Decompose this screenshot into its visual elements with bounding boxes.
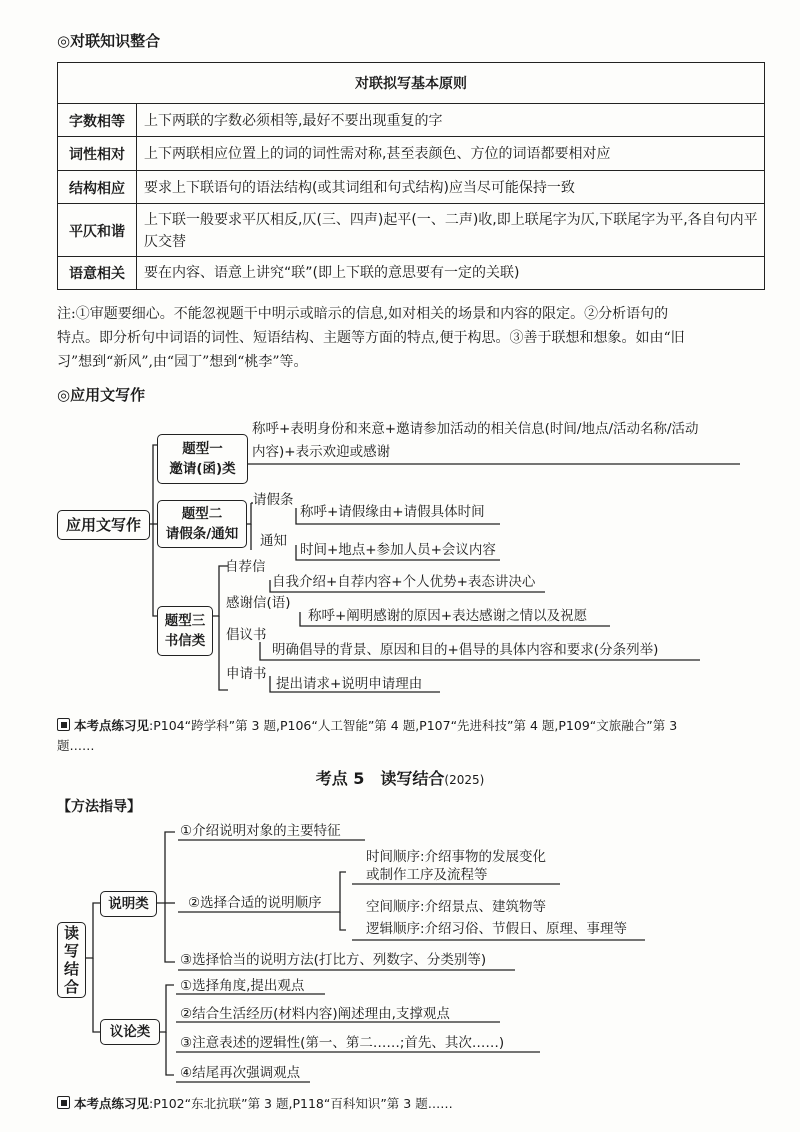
practice-icon: [57, 718, 70, 731]
root-label: 读写结合: [64, 924, 80, 996]
connector-line: [93, 958, 100, 1032]
propose-text: 明确倡导的背景、原因和目的+倡导的具体内容和要求(分条列举): [272, 642, 659, 658]
kaodian-title: [0, 766, 800, 789]
notice-label: 通知: [260, 533, 287, 549]
method-heading: 【方法指导】: [57, 799, 141, 815]
connector-line: [160, 985, 174, 1032]
order-text: 逻辑顺序:介绍习俗、节假日、原理、事理等: [366, 921, 628, 937]
note-line: 注:①审题要细心。不能忽视题干中明示或暗示的信息,如对相关的场景和内容的限定。②分析语句的: [57, 306, 669, 322]
argue-item: ④结尾再次强调观点: [180, 1065, 301, 1081]
connector-line: [165, 903, 175, 962]
row-label: 平仄和谐: [58, 204, 137, 257]
type-name: 题型二: [181, 506, 223, 522]
type-name: 题型一: [182, 441, 223, 457]
row-text: 上下联一般要求平仄相反,仄(三、四声)起平(一、二声)收,即上联尾字为仄,下联尾字为平,各自句内平仄交替: [144, 211, 758, 250]
row-label: 结构相应: [58, 171, 137, 204]
type3-box: [157, 606, 213, 656]
type-name: 题型三: [164, 613, 206, 629]
type-sub: 请假条/通知: [165, 526, 239, 542]
explain-item: ①介绍说明对象的主要特征: [180, 823, 341, 839]
leave-text: 称呼+请假缘由+请假具体时间: [300, 504, 485, 520]
order-text: 时间顺序:介绍事物的发展变化: [366, 849, 547, 865]
argue-box: [100, 1019, 160, 1045]
root-label: 应用文写作: [65, 516, 141, 534]
connector-line: [335, 872, 346, 912]
practice-bold: 本考点练习见: [74, 718, 150, 733]
thanks-label: 感谢信(语): [226, 595, 291, 611]
argue-item: ③注意表述的逻辑性(第一、第二……;首先、其次……): [180, 1035, 505, 1051]
apply-label: 申请书: [226, 666, 267, 682]
explain-item: ③选择恰当的说明方法(打比方、列数字、分类别等): [180, 952, 487, 968]
practice-note-1: [57, 716, 677, 756]
practice-text: 题……: [57, 738, 95, 753]
row-label: 词性相对: [58, 137, 137, 171]
section-title-couplet: ◎对联知识整合: [57, 32, 161, 50]
applied-root-box: [57, 510, 150, 540]
note-line: 习”想到“新风”,由“园丁”想到“桃李”等。: [57, 354, 308, 370]
kaodian-title-text: 考点 5 读写结合: [315, 769, 445, 788]
section-title-applied: ◎应用文写作: [57, 386, 146, 404]
row-text: 上下两联的字数必须相等,最好不要出现重复的字: [144, 112, 443, 129]
connector-line: [166, 1032, 174, 1075]
argue-item: ①选择角度,提出观点: [180, 978, 305, 994]
propose-label: 倡议书: [226, 627, 267, 643]
practice-text: :P104“跨学科”第 3 题,P106“人工智能”第 4 题,P107“先进科技”第 4 题,P109“文旅融合”第 3: [149, 718, 678, 733]
leave-label: 请假条: [253, 492, 294, 508]
connector-line: [86, 903, 100, 958]
order-text: 空间顺序:介绍景点、建筑物等: [366, 899, 547, 915]
practice-note-2: [57, 1094, 453, 1114]
row-text: 要求上下联语句的语法结构(或其词组和句式结构)应当尽可能保持一致: [144, 179, 575, 196]
type-sub: 邀请(函)类: [169, 461, 236, 477]
kaodian-year: (2025): [444, 773, 485, 787]
type1-text: 称呼+表明身份和来意+邀请参加活动的相关信息(时间/地点/活动名称/活动: [252, 421, 699, 437]
order-text: 或制作工序及流程等: [366, 867, 488, 883]
type-sub: 书信类: [164, 633, 206, 649]
explain-label: 说明类: [108, 896, 149, 912]
practice-bold: 本考点练习见: [74, 1096, 150, 1111]
type1-box: [157, 434, 248, 484]
connector-line: [340, 912, 346, 930]
explain-item: ②选择合适的说明顺序: [188, 895, 322, 911]
connector-line: [157, 832, 175, 903]
row-label: 字数相等: [58, 104, 137, 137]
row-text: 要在内容、语意上讲究“联”(即上下联的意思要有一定的关联): [144, 265, 520, 281]
practice-icon: [57, 1096, 70, 1109]
type1-text: 内容)+表示欢迎或感谢: [252, 444, 391, 460]
argue-item: ②结合生活经历(材料内容)阐述理由,支撑观点: [180, 1006, 450, 1022]
thanks-text: 称呼+阐明感谢的原因+表达感谢之情以及祝愿: [308, 608, 588, 624]
rec-label: 自荐信: [225, 559, 266, 575]
connector-line: [150, 445, 157, 524]
note-line: 特点。即分析句中词语的词性、短语结构、主题等方面的特点,便于构思。③善于联想和想象。如由“旧: [57, 330, 685, 346]
row-label: 语意相关: [58, 257, 137, 289]
connector-line: [247, 503, 251, 524]
apply-text: 提出请求+说明申请理由: [276, 676, 423, 692]
practice-text: :P102“东北抗联”第 3 题,P118“百科知识”第 3 题……: [149, 1096, 453, 1111]
type2-box: [157, 500, 247, 548]
table-header: 对联拟写基本原则: [355, 76, 467, 92]
rw-root-box: [57, 922, 86, 998]
rec-text: 自我介绍+自荐内容+个人优势+表态讲决心: [272, 574, 536, 590]
row-text: 上下两联相应位置上的词的词性需对称,甚至表颜色、方位的词语都要相对应: [144, 146, 611, 162]
explain-box: [100, 891, 157, 917]
notice-text: 时间+地点+参加人员+会议内容: [300, 542, 496, 558]
argue-label: 议论类: [109, 1024, 151, 1040]
